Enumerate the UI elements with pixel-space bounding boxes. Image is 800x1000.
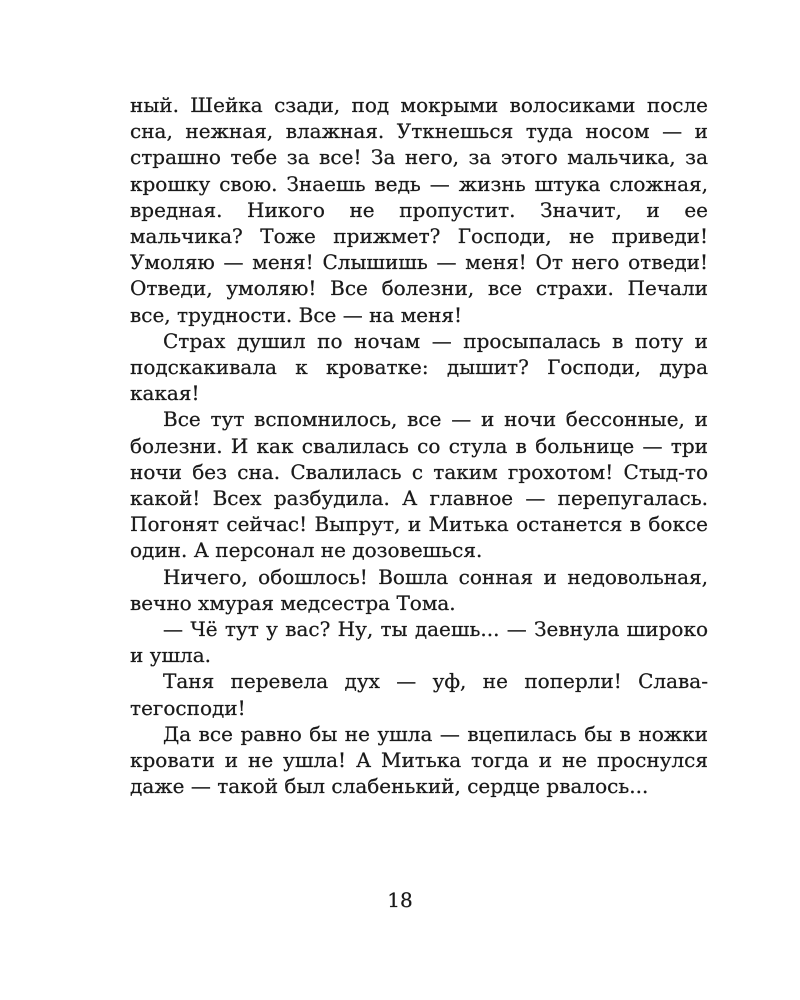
paragraph-continued: ный. Шейка сзади, под мокрыми волосиками после сна, нежная, влажная. Уткнешься туда носом — и страшно тебе за все! За него, за этого мальчика, за крошку свою. Знаешь ведь — жизнь штука сложная, вредная. Никого не пропустит. Значит, и ее мальчика? Тоже прижмет? Господи, не приведи! Умоляю — меня! Слышишь — меня! От него отведи! Отведи, умоляю! Все болезни, все страхи. Печали все, трудности. Все — на меня! — [130, 93, 708, 327]
body-text — [130, 92, 708, 799]
dialogue-paragraph: — Чё тут у вас? Ну, ты даешь... — Зевнула широко и ушла. — [130, 617, 708, 668]
paragraph: Ничего, обошлось! Вошла сонная и недовольная, вечно хмурая медсестра Тома. — [130, 564, 708, 615]
paragraph: Страх душил по ночам — просыпалась в поту и подскакивала к кроватке: дышит? Господи, дура какая! — [130, 328, 708, 406]
paragraph: Таня перевела дух — уф, не поперли! Славатегосподи! — [130, 669, 708, 720]
page-number: 18 — [387, 888, 413, 912]
paragraph: Все тут вспомнилось, все — и ночи бессонные, и болезни. И как свалилась со стула в больнице — три ночи без сна. Свалилась с таким грохотом! Стыд-то какой! Всех разбудила. А главное — перепугалась. Погонят сейчас! Выпрут, и Митька останется в боксе один. А персонал не дозовешься. — [130, 407, 708, 563]
paragraph: Да все равно бы не ушла — вцепилась бы в ножки кровати и не ушла! А Митька тогда и не проснулся даже — такой был слабенький, сердце рвалось... — [130, 721, 708, 799]
